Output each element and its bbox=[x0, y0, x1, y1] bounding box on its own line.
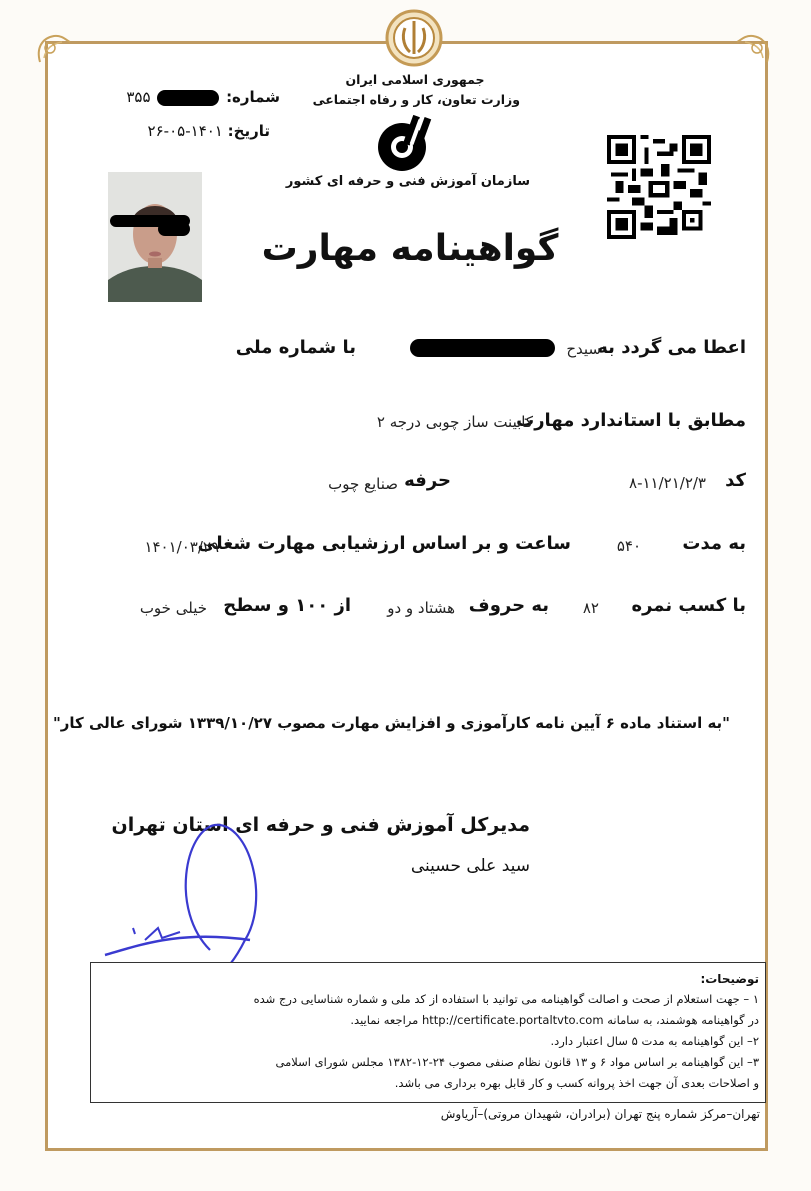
signatory-name: سید علی حسینی bbox=[410, 856, 530, 876]
date-label: تاریخ: bbox=[227, 122, 270, 140]
notes-heading: توضیحات: bbox=[700, 972, 759, 986]
national-id-label: با شماره ملی bbox=[235, 337, 356, 358]
holder-photo bbox=[108, 172, 202, 302]
redaction-mark bbox=[157, 90, 219, 106]
training-center-address: تهران–مرکز شماره پنج تهران (برادران، شهیدان مروتی)–آریاوش bbox=[440, 1107, 760, 1121]
notes-box bbox=[90, 962, 766, 1103]
certificate-date bbox=[90, 122, 270, 140]
note-line: ۱ – جهت استعلام از صحت و اصالت گواهینامه می توانید با استفاده از کد ملی و شماره شناسایی درج شده bbox=[253, 992, 759, 1006]
trade-label: حرفه bbox=[404, 470, 451, 491]
signature-icon bbox=[100, 810, 300, 985]
note-line: و اصلاحات بعدی آن جهت اخذ پروانه کسب و کار قابل بهره برداری می باشد. bbox=[394, 1076, 759, 1090]
assessment-label: ساعت و بر اساس ارزشیابی مهارت شغلی bbox=[197, 533, 571, 554]
qr-code-icon bbox=[607, 135, 711, 239]
duration-label: به مدت bbox=[682, 533, 746, 554]
iran-emblem-icon bbox=[383, 6, 445, 70]
score-value: ۸۲ bbox=[582, 599, 599, 617]
trade-value: صنایع چوب bbox=[328, 475, 398, 493]
top-left-ornament-icon bbox=[32, 28, 72, 68]
certificate-number bbox=[100, 88, 280, 106]
date-value: ۱۴۰۱-۰۵-۲۶ bbox=[147, 122, 223, 140]
note-line: ۲– این گواهینامه به مدت ۵ سال اعتبار دارد. bbox=[550, 1034, 759, 1048]
skill-standard-value: کابینت ساز چوبی درجه ۲ bbox=[376, 413, 533, 431]
duration-value: ۵۴۰ bbox=[616, 537, 641, 555]
number-label: شماره: bbox=[226, 88, 280, 106]
note-line-verify-url: در گواهینامه هوشمند، به سامانه http://certificate.portaltvto.com مراجعه نمایید. bbox=[350, 1013, 759, 1027]
level-label: از ۱۰۰ و سطح bbox=[223, 595, 351, 616]
note-line: ۳– این گواهینامه بر اساس مواد ۶ و ۱۳ قانون نظام صنفی مصوب ۲۴-۱۲-۱۳۸۲ مجلس شورای اسلامی bbox=[275, 1055, 759, 1069]
legal-decree: "به استناد ماده ۶ آیین نامه کارآموزی و افزایش مهارت مصوب ۱۳۳۹/۱۰/۲۷ شورای عالی کار" bbox=[52, 714, 730, 732]
ministry-name: وزارت تعاون، کار و رفاه اجتماعی bbox=[312, 92, 520, 107]
code-label: کد bbox=[725, 470, 746, 491]
organization-name: سازمان آموزش فنی و حرفه ای کشور bbox=[285, 174, 530, 189]
assessment-date: ۱۴۰۱/۰۳/۲۹ bbox=[144, 538, 219, 556]
score-words-value: هشتاد و دو bbox=[387, 599, 455, 617]
level-value: خیلی خوب bbox=[139, 599, 207, 617]
number-value: ۳۵۵ bbox=[126, 88, 151, 106]
tvto-gear-logo-icon bbox=[374, 113, 436, 175]
granted-to-value: سیدح bbox=[566, 340, 601, 358]
granted-to-label: اعطا می گردد به bbox=[597, 337, 746, 358]
skill-standard-label: مطابق با استاندارد مهارت bbox=[516, 410, 746, 431]
name-redaction-mark bbox=[410, 339, 555, 357]
score-label: با کسب نمره bbox=[631, 595, 746, 616]
score-words-label: به حروف bbox=[468, 595, 549, 616]
code-value: ۸-۱۱/۲۱/۲/۳ bbox=[629, 474, 706, 492]
country-name: جمهوری اسلامی ایران bbox=[345, 72, 485, 87]
top-right-ornament-icon bbox=[735, 28, 775, 68]
signatory-title: مدیرکل آموزش فنی و حرفه ای استان تهران bbox=[111, 814, 530, 836]
certificate-title: گواهینامه مهارت bbox=[261, 228, 559, 269]
